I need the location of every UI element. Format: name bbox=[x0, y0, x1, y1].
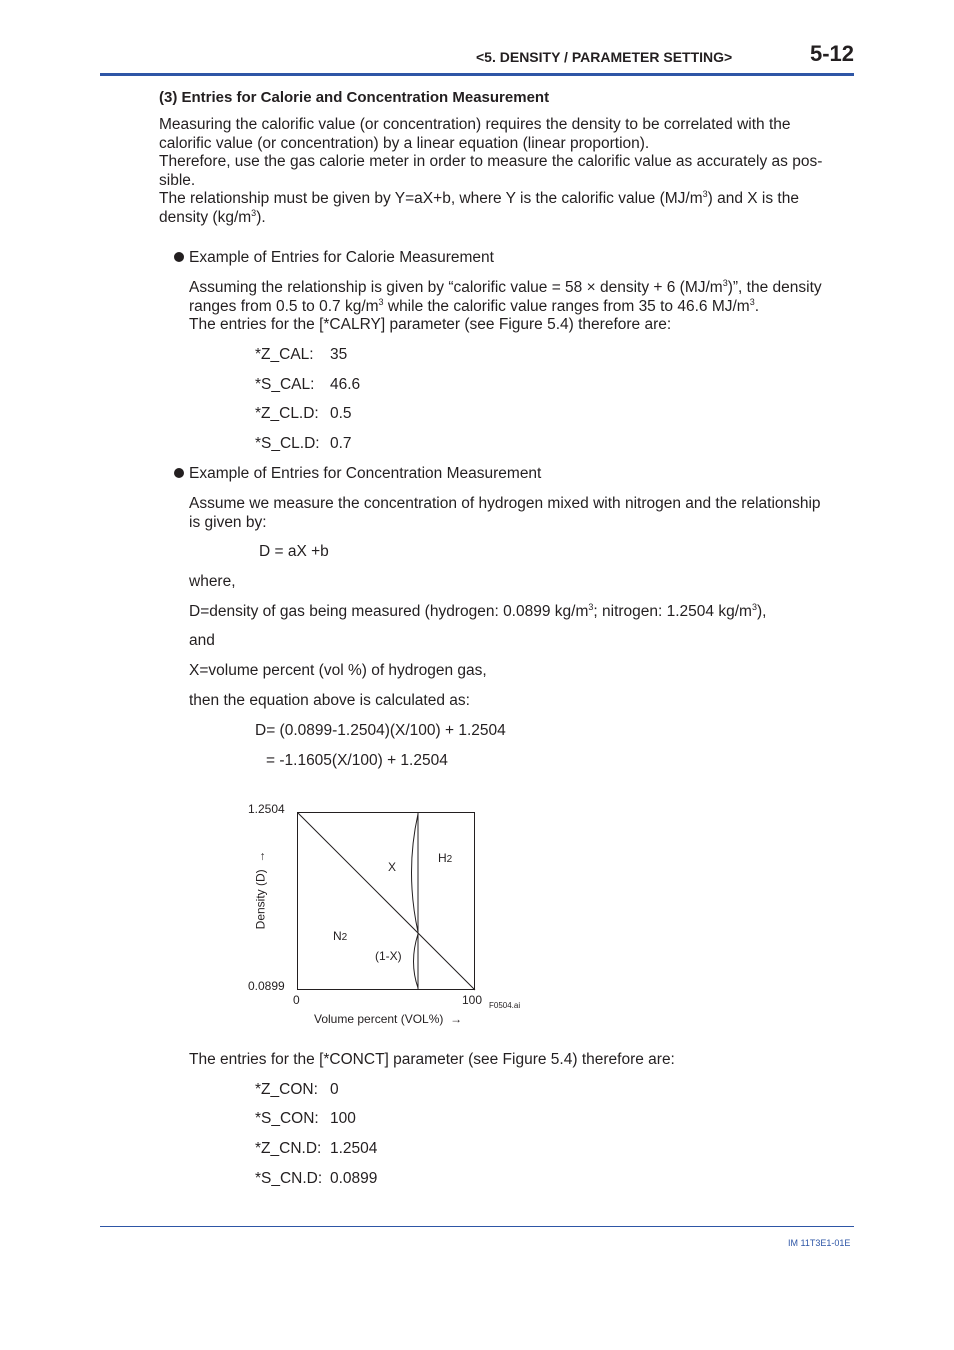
x-definition: X=volume percent (vol %) of hydrogen gas, bbox=[189, 662, 487, 679]
intro-line: Therefore, use the gas calorie meter in order to measure the calorific value as accurately as pos- bbox=[159, 153, 823, 170]
calc-line-1: D= (0.0899-1.2504)(X/100) + 1.2504 bbox=[255, 722, 506, 739]
calorie-entry-value: 0.5 bbox=[330, 405, 352, 422]
y-bottom-tick-label: 0.0899 bbox=[248, 979, 285, 993]
conct-entries-intro: The entries for the [*CONCT] parameter (see Figure 5.4) therefore are: bbox=[189, 1051, 675, 1068]
relationship-line: The relationship must be given by Y=aX+b, where Y is the calorific value $(MJ/m^3)$ and X is the bbox=[159, 188, 799, 207]
x-left-tick-label: 0 bbox=[293, 993, 300, 1007]
d-definition: D=density of gas being measured (hydrogen: 0.0899 $kg/m^3$; nitrogen: 1.2504 $kg/m^3$), bbox=[189, 601, 767, 620]
calorie-entry: *Z_CAL: bbox=[255, 346, 314, 363]
conct-entry-value: 0 bbox=[330, 1081, 339, 1098]
then-text: then the equation above is calculated as: bbox=[189, 692, 470, 709]
label-one-minus-x: (1-X) bbox=[375, 949, 402, 963]
footer-doc-id: IM 11T3E1-01E bbox=[788, 1238, 851, 1248]
intro-line: Measuring the calorific value (or concentration) requires the density to be correlated with the bbox=[159, 116, 791, 133]
calorie-entry-value: 35 bbox=[330, 346, 348, 363]
conct-entry-value: 0.0899 bbox=[330, 1170, 378, 1187]
intro-line: calorific value (or concentration) by a linear equation (linear proportion). bbox=[159, 134, 650, 152]
conct-entry-value: 1.2504 bbox=[330, 1140, 378, 1157]
relationship-line-2: density $(kg/m^3)$. bbox=[159, 207, 266, 226]
bullet-icon bbox=[174, 252, 184, 262]
x-axis-title: Volume percent (VOL%) → bbox=[314, 1012, 463, 1026]
one-minus-x-brace bbox=[414, 934, 419, 988]
header-section-title: <5. DENSITY / PARAMETER SETTING> bbox=[476, 49, 733, 65]
intro-line: sible. bbox=[159, 171, 196, 189]
calorie-entry: *Z_CL.D: bbox=[255, 405, 319, 422]
label-h2: H2 bbox=[438, 851, 453, 865]
assume-paragraph: Assume we measure the concentration of hydrogen mixed with nitrogen and the relationship is given by: bbox=[189, 495, 821, 531]
equation: D = aX +b bbox=[259, 543, 329, 560]
calc-line-2: = -1.1605(X/100) + 1.2504 bbox=[266, 752, 448, 769]
conct-entry-value: 100 bbox=[330, 1110, 356, 1127]
bullet-icon bbox=[174, 468, 184, 478]
calorie-example-heading: Example of Entries for Calorie Measurement bbox=[174, 249, 494, 267]
figure-id: F0504.ai bbox=[489, 1001, 521, 1010]
calorie-entry-value: 46.6 bbox=[330, 376, 361, 393]
where-text: where, bbox=[189, 573, 236, 590]
density-chart bbox=[297, 812, 477, 992]
x-right-tick-label: 100 bbox=[462, 993, 483, 1007]
conct-entry: *Z_CN.D: bbox=[255, 1140, 322, 1157]
right-arrow-icon: → bbox=[450, 1012, 463, 1026]
density-line bbox=[297, 812, 475, 990]
intro-paragraph bbox=[159, 116, 822, 227]
header-rule bbox=[100, 73, 854, 76]
label-x: X bbox=[388, 860, 397, 874]
footer-rule bbox=[100, 1226, 854, 1227]
conct-entry: *Z_CON: bbox=[255, 1081, 318, 1098]
calorie-example-paragraph: Assuming the relationship is given by “calorific value = 58 × density + 6 $(MJ/m^3)$”, the density ranges from 0.5 to 0.7 $kg/m^3$ while the calorific value ranges from 35 to 46.6 $MJ/m^3$. The entries for the [*CALRY] parameter (see Figure 5.4) therefore are: bbox=[189, 277, 822, 333]
conct-entry: *S_CON: bbox=[255, 1110, 319, 1127]
x-brace bbox=[412, 814, 419, 932]
right-arrow-icon: → bbox=[253, 850, 268, 863]
calorie-entry-value: 0.7 bbox=[330, 435, 352, 452]
label-n2: N2 bbox=[333, 929, 348, 943]
concentration-example-heading: Example of Entries for Concentration Measurement bbox=[174, 465, 541, 483]
calorie-entry: *S_CL.D: bbox=[255, 435, 320, 452]
conct-entry: *S_CN.D: bbox=[255, 1170, 323, 1187]
and-text: and bbox=[189, 632, 215, 649]
y-top-tick-label: 1.2504 bbox=[248, 802, 285, 816]
y-axis-title: Density (D) → bbox=[253, 850, 268, 930]
calorie-entry: *S_CAL: bbox=[255, 376, 315, 393]
section-title: (3) Entries for Calorie and Concentration Measurement bbox=[159, 89, 550, 106]
page-number: 5-12 bbox=[810, 41, 855, 66]
